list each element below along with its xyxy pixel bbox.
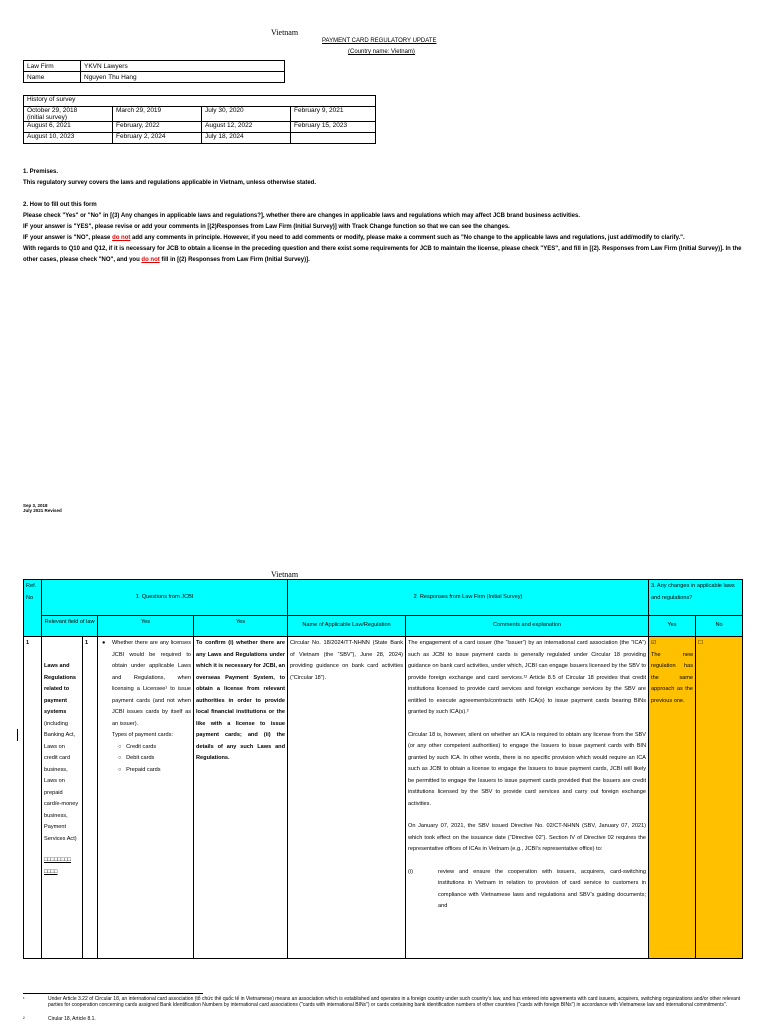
history-cell: March 29, 2019 (113, 107, 202, 122)
history-cell: February 9, 2021 (291, 107, 376, 122)
howto-section (23, 200, 748, 266)
header-yes: Yes (98, 616, 194, 637)
type-item: ○ Debit cards (118, 755, 155, 761)
law-firm-value: YKVN Lawyers (81, 61, 285, 72)
history-cell: February 2, 2024 (113, 133, 202, 144)
header-comments: Comments and explanation (406, 616, 649, 637)
premises-section (23, 167, 748, 189)
row-ref: 1 (24, 637, 42, 959)
howto-p2: IF your answer is "YES", please revise or add your comments in [(2)Responses from Law Firm (Initial Survey)] with Track Change function so that we can see the changes. (23, 224, 510, 230)
history-cell: August 6, 2021 (24, 122, 113, 133)
footer-date: Sep 3, 2018 (23, 503, 48, 508)
header-yes: Yes (649, 616, 696, 637)
footnote-number: ¹ (23, 996, 25, 1002)
footnote-separator (23, 993, 203, 994)
field-detail: (including Banking Act, Laws on credit card business, Laws on prepaid card/e-money business, Payment Services Act) (44, 720, 79, 842)
law-firm-table (23, 60, 285, 83)
header-changes: 3. Any changes in applicable laws and regulations? (649, 580, 743, 616)
page1-country-heading: Vietnam (271, 28, 299, 37)
header-yes: Yes (194, 616, 288, 637)
type-item: ○ Prepaid cards (118, 766, 161, 773)
history-cell: August 12, 2022 (202, 122, 291, 133)
history-cell: February 15, 2023 (291, 122, 376, 133)
circle-bullet-icon: ○ (118, 743, 122, 750)
question-cell (98, 637, 194, 959)
types-list (100, 742, 191, 777)
history-cell: July 30, 2020 (202, 107, 291, 122)
types-label: Types of payment cards: (112, 732, 173, 738)
premises-heading: 1. Premises. (23, 169, 59, 175)
howto-p3: IF your answer is "NO", please do not add any comments in principle. However, if you need to add comments or modify, please make a comment such as "No change to the applicable laws and regulations, just add/modify to clarify.". (23, 235, 685, 241)
comment-paragraph: Circular 18 is, however, silent on whether an ICA is required to obtain any license from the SBV (or any other competent authorities) to engage the Issuers to issue payment cards with BIN granted by such ICA. In other words, there is no specific provision which would require an ICA such as JCBI to obtain a license to engage the Issuers to issue payment cards, JCBI will likely be permitted to engage the Issuers to issue payment cards provided that the Issuers are credit institutions licensed by the SBV to provide card services and carry out foreign exchange activities. (408, 731, 647, 807)
name-label: Name (24, 72, 81, 83)
header-responses: 2. Responses from Law Firm (Initial Survey) (288, 580, 649, 616)
footnote-text: Under Article 3.22 of Circular 18, an international card association (tổ chức thẻ quốc tế in Vietnamese) means an association which is established and operates in a foreign country under such country’s law, and has entered into agreements with card issuers, acquirers, switching organizations and/or other relevant parties for cooperation concerning cards assigned Bank Identification Numbers by international card associations ("cards with international BINs") or cards containing bank identification numbers of other countries ("cards with foreign BINs") in accordance with Vietnamese law and international commitments". (48, 996, 741, 1008)
law-name-cell: Circular No. 18/2024/TT-NHNN (State Bank of Vietnam (the “SBV”), June 28, 2024) providing guidance on bank card activities (“Circular 18”). (288, 637, 406, 959)
unchecked-box-icon[interactable]: ☐ (698, 640, 704, 646)
footnote-text: Cirular 18, Article 8.1. (48, 1016, 96, 1022)
question-bullet (100, 638, 191, 730)
law-firm-label: Law Firm (24, 61, 81, 72)
page1-title: PAYMENT CARD REGULATORY UPDATE (322, 38, 437, 44)
header-law-name: Name of Applicable Law/Regulation (288, 616, 406, 637)
field-boxes: □□□□□□□□ □□□□ (44, 857, 72, 875)
footer-revised: July 2021 Revised (23, 508, 62, 513)
question-text: Whether there are any licenses JCBI would be required to obtain under applicable Laws and Regulations, when licensing a Licensee¹ to issue payment cards (and not when JCBI issues cards by itself as an issuer). (112, 640, 191, 727)
bullet-icon: ● (102, 640, 106, 646)
history-cell: October 29, 2018 (initial survey) (24, 107, 113, 122)
howto-heading: 2. How to fill out this form (23, 202, 97, 208)
footnote-number: ² (23, 1016, 25, 1022)
comment-paragraph: The engagement of a card issuer (the “Issuer”) by an international card association (the “ICA”) such as JCBI to issue payment cards is generally regulated under Circular 18 providing guidance on bank card activities, under which, JCBI can engage Issuers licensed by the SBV to provide foreign exchange and card services.¹² Article 8.5 of Circular 18 provides that credit institutions licensed to provide card services and foreign exchange services by the SBV are entitled to execute agreements/contracts with ICA(s) to issue payment cards bearing BINs granted by such ICA(s).² (408, 640, 647, 715)
history-label: History of survey (24, 96, 376, 107)
history-cell (291, 133, 376, 144)
circle-bullet-icon: ○ (118, 755, 122, 761)
yes-answer-cell (649, 637, 696, 959)
yes-answer-text: The new regulation has the same approach as the previous one. (651, 651, 694, 704)
header-no: No (696, 616, 743, 637)
country-name: (Country name: Vietnam) (348, 49, 415, 55)
comment-list-item: (i) review and ensure the cooperation with issuers, acquirers, card-switching institutions in Vietnam in relation to provision of card service to customers in compliance with Vietnamese laws and regulations and SBV’s guiding documents; and (408, 868, 647, 909)
comment-paragraph: On January 07, 2021, the SBV issued Directive No. 02/CT-NHNN (SBV, January 07, 2021) which took effect on the issuance date (“Directive 02”). Section IV of Directive 02 requires the representative offices of ICAs in Vietnam (e.g., JCBI’s representative office) to: (408, 823, 647, 852)
relevant-field-cell (42, 637, 83, 959)
premises-text: This regulatory survey covers the laws and regulations applicable in Vietnam, unless otherwise stated. (23, 180, 316, 186)
confirm-cell: To confirm (i) whether there are any Laws and Regulations under which it is necessary for JCBI, an overseas Payment System, to obtain a license from relevant authorities in order to provide local financial institutions or the like with a license to issue payment cards; and (ii) the details of any such Laws and Regulations. (194, 637, 288, 959)
survey-table (23, 579, 743, 959)
question-number: 1 (83, 637, 98, 959)
field-title: Laws and Regulations related to payment systems (44, 663, 77, 715)
header-relevant-field: Relevant field of law (42, 616, 98, 637)
history-cell: February, 2022 (113, 122, 202, 133)
type-item: ○ Credit cards (118, 743, 157, 750)
history-cell: August 10, 2023 (24, 133, 113, 144)
history-table (23, 95, 376, 144)
page2-country-heading: Vietnam (271, 570, 299, 579)
howto-p1: Please check "Yes" or "No" in [(3) Any changes in applicable laws and regulations?], whether there are changes in applicable laws and regulations which may affect JCB brand business activities. (23, 213, 580, 219)
page1-footer (23, 503, 62, 513)
checked-box-icon[interactable]: ☑ (651, 640, 657, 646)
name-value: Nguyen Thu Hang (81, 72, 285, 83)
text-cursor (17, 729, 18, 741)
circle-bullet-icon: ○ (118, 766, 122, 773)
howto-p4: With regards to Q10 and Q12, if it is necessary for JCB to obtain a license in the preceding question and there exist some requirements for JCB to maintain the license, please check "YES", and fill in [(2). Responses from Law Firm (Initial Survey)]. In the other cases, please check "NO", and you do not fill in [(2) Responses from Law Firm (Initial Survey)]. (23, 246, 742, 263)
header-questions: 1. Questions from JCBI (42, 580, 288, 616)
no-answer-cell (696, 637, 743, 959)
comments-cell (406, 637, 649, 959)
header-ref-no: Ref. No (24, 580, 42, 637)
history-cell: July 18, 2024 (202, 133, 291, 144)
